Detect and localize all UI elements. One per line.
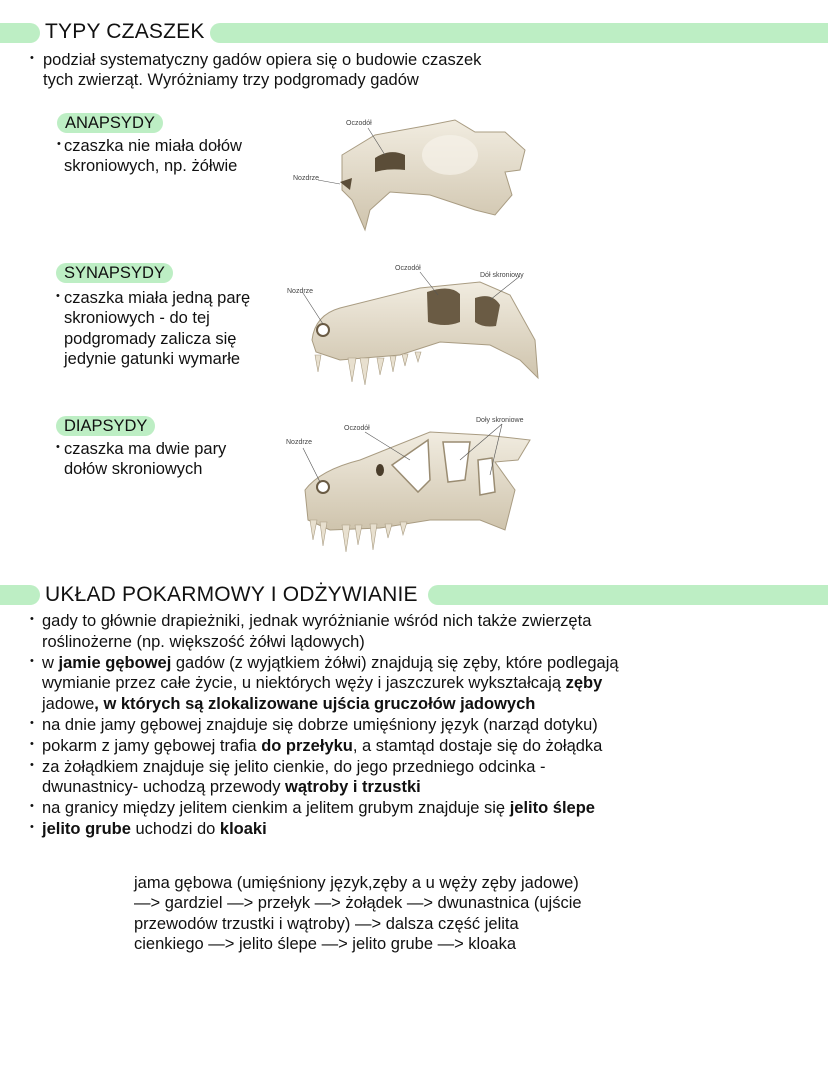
group-text: podgromady zalicza się xyxy=(64,330,237,348)
text-segment: , a stamtąd dostaje się do żołądka xyxy=(352,736,603,755)
group-text: czaszka nie miała dołów xyxy=(64,137,242,155)
bold-term: wątroby i trzustki xyxy=(285,778,421,797)
bullet: • xyxy=(30,800,34,813)
bold-term: kloaki xyxy=(219,820,267,838)
bullet-line xyxy=(42,798,595,819)
anapsid-skull-illustration xyxy=(280,110,540,235)
summary-line: przewodów trzustki i wątroby) —> dalsza część jelita xyxy=(134,915,519,933)
label-temporal-fenestra: Dół skroniowy xyxy=(480,272,524,279)
label-orbit: Oczodół xyxy=(395,265,421,272)
label-nostril: Nozdrze xyxy=(286,439,313,446)
bullet-line xyxy=(42,715,598,736)
text-segment: na dnie jamy gębowej znajduje się dobrze umięśniony język (narząd dotyku) xyxy=(42,716,598,734)
group-label-synapsydy: SYNAPSYDY xyxy=(56,263,173,283)
text-segment: na granicy między jelitem cienkim a jelitem grubym znajduje się xyxy=(42,799,510,818)
header-band-left xyxy=(0,23,40,43)
group-text: jedynie gatunki wymarłe xyxy=(64,350,241,368)
bullet-line xyxy=(42,694,535,715)
bullet: • xyxy=(30,737,34,750)
bullet-line xyxy=(42,819,267,840)
text-segment: jadowe xyxy=(42,695,95,714)
group-text: skroniowych - do tej xyxy=(64,309,210,327)
group-label-anapsydy: ANAPSYDY xyxy=(57,113,163,133)
diapsid-skull-illustration xyxy=(280,410,540,560)
bold-term: do przełyku xyxy=(261,736,353,755)
text-segment: wymianie przez całe życie, u niektórych węży i jaszczurek wykształcają xyxy=(42,674,566,693)
text-segment: dwunastnicy- uchodzą przewody xyxy=(42,778,286,797)
bold-term: jelito grube xyxy=(42,820,131,838)
bullet-line xyxy=(42,757,546,778)
bullet: • xyxy=(30,613,34,625)
bullet: • xyxy=(56,441,60,453)
label-temporal-fenestrae: Doły skroniowe xyxy=(476,417,524,424)
group-label-diapsydy: DIAPSYDY xyxy=(56,416,155,436)
bullet: • xyxy=(56,290,60,302)
group-text: czaszka miała jedną parę xyxy=(64,289,251,307)
group-text: skroniowych, np. żółwie xyxy=(64,157,238,175)
bullet: • xyxy=(30,52,34,64)
bullet-line xyxy=(42,611,591,632)
text-segment: pokarm z jamy gębowej trafia xyxy=(42,736,262,755)
bullet: • xyxy=(57,138,61,150)
bold-term: zęby xyxy=(565,674,603,693)
bullet: • xyxy=(30,717,34,729)
bullet: • xyxy=(30,758,34,771)
bullet-line xyxy=(42,736,602,757)
label-nostril: Nozdrze xyxy=(293,175,320,182)
group-text: dołów skroniowych xyxy=(64,460,203,478)
intro-line: podział systematyczny gadów opiera się o budowie czaszek xyxy=(43,51,482,69)
text-segment: gadów (z wyjątkiem żółwi) znajdują się zęby, które podlegają xyxy=(171,653,619,672)
section-title-digestive-system: UKŁAD POKARMOWY I ODŻYWIANIE xyxy=(45,583,418,606)
text-segment: za żołądkiem znajduje się jelito cienkie, do jego przedniego odcinka - xyxy=(42,757,546,776)
text-segment: gady to głównie drapieżniki, jednak wyróżnianie wśród nich także zwierzęta xyxy=(42,612,592,630)
text-segment: w xyxy=(42,653,59,672)
group-text: czaszka ma dwie pary xyxy=(64,440,227,458)
summary-line: jama gębowa (umięśniony język,zęby a u węży zęby jadowe) xyxy=(134,874,579,892)
intro-line: tych zwierząt. Wyróżniamy trzy podgromady gadów xyxy=(43,71,419,89)
bullet-line xyxy=(42,777,421,798)
summary-line: —> gardziel —> przełyk —> żołądek —> dwunastnica (ujście xyxy=(134,894,582,912)
bold-term: jamie gębowej xyxy=(58,653,172,672)
bullet: • xyxy=(30,821,34,833)
bullet-line xyxy=(42,653,619,674)
bold-term: jelito ślepe xyxy=(509,799,595,818)
text-segment: roślinożerne (np. większość żółwi lądowych) xyxy=(42,632,365,651)
bullet: • xyxy=(30,654,34,667)
header-band-right xyxy=(428,585,828,605)
bullet-line xyxy=(42,632,365,653)
header-band-left xyxy=(0,585,40,605)
synapsid-skull-illustration xyxy=(280,260,540,385)
bullet-line xyxy=(42,673,602,694)
text-segment: uchodzi do xyxy=(130,820,220,838)
label-orbit: Oczodół xyxy=(346,120,372,127)
header-band-right xyxy=(210,23,828,43)
summary-line: cienkiego —> jelito ślepe —> jelito grube —> kloaka xyxy=(134,935,517,953)
label-orbit: Oczodół xyxy=(344,425,370,432)
bold-term: , w których są zlokalizowane ujścia gruczołów jadowych xyxy=(94,695,536,714)
section-title-skull-types: TYPY CZASZEK xyxy=(45,20,205,43)
label-nostril: Nozdrze xyxy=(287,288,314,295)
